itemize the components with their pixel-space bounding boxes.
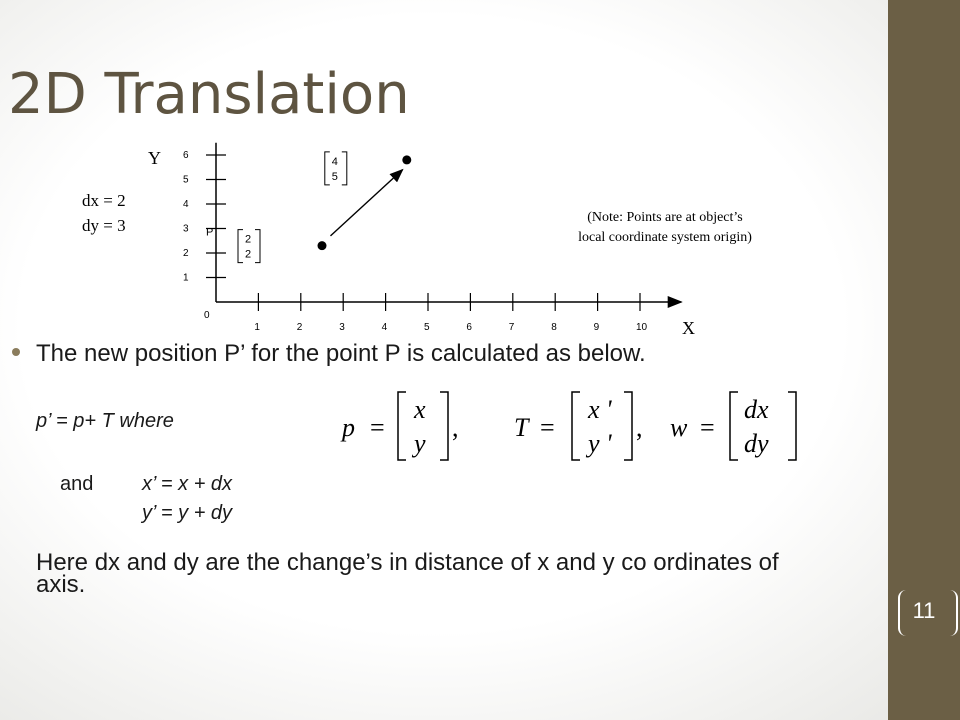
x-prime-equation: x’ = x + dx [142, 473, 233, 495]
dy-label: dy = 3 [82, 216, 126, 235]
translation-arrow [330, 170, 402, 236]
matrix-definitions [336, 388, 806, 464]
y-tick-label: 1 [183, 272, 189, 284]
x-tick-label: 8 [551, 322, 557, 333]
y-tick-label: 6 [183, 150, 189, 161]
x-tick-label: 3 [339, 322, 345, 333]
matrix-t-equals: = [540, 413, 555, 442]
x-tick-label: 6 [466, 322, 472, 333]
vector-top: 4 [331, 155, 338, 168]
matrix-t-top: x ' [588, 395, 612, 424]
vector-top: 2 [245, 233, 252, 246]
matrix-w-top: dx [744, 395, 769, 424]
matrix-w-name: w [670, 413, 688, 442]
point-2 [402, 155, 411, 164]
vector-bottom: 5 [331, 170, 338, 183]
matrix-w-equals: = [700, 413, 715, 442]
bullet-marker [12, 348, 20, 356]
note-text [540, 208, 790, 248]
x-tick-label: 2 [296, 322, 303, 333]
y-prime-equation: y’ = y + dy [142, 502, 233, 524]
dx-label: dx = 2 [82, 191, 126, 210]
matrix-w-bottom: dy [744, 429, 769, 458]
vector-bracket-left [238, 230, 243, 263]
y-tick-label: 3 [183, 223, 189, 235]
x-tick-label: 10 [636, 322, 648, 333]
translation-chart [0, 0, 888, 345]
translation-equation: p’ = p+ T where [36, 410, 174, 432]
matrix-p-bottom: y [414, 429, 426, 458]
note-line-2: local coordinate system origin) [578, 230, 752, 245]
matrix-p-comma: , [452, 413, 459, 442]
matrix-p-top: x [414, 395, 426, 424]
vector-bottom: 2 [245, 248, 252, 261]
x-tick-label: 1 [254, 322, 260, 333]
matrix-t-name: T [514, 413, 529, 442]
matrix-p-name: p [342, 413, 355, 442]
vector-bracket-right [255, 230, 260, 263]
slide-title: 2D Translation [8, 62, 410, 127]
bullet-text: The new position P’ for the point P is calculated as below. [36, 340, 646, 367]
x-tick-label: 5 [424, 322, 430, 333]
vector-bracket-left [325, 152, 330, 185]
origin-label: 0 [204, 310, 210, 321]
x-axis-label: X [682, 318, 695, 338]
point-1 [318, 241, 327, 250]
x-tick-label: 7 [508, 322, 515, 333]
matrix-t-comma: , [636, 413, 643, 442]
vector-bracket-right [342, 152, 347, 185]
y-axis-label: Y [148, 148, 161, 168]
matrix-p-equals: = [370, 413, 385, 442]
and-label: and [60, 473, 94, 495]
note-line-1: (Note: Points are at object’s [587, 210, 743, 225]
y-tick-label: 2 [183, 248, 189, 259]
point-label: P [206, 226, 214, 239]
matrix-t-bottom: y ' [588, 429, 612, 458]
explanation-paragraph: Here dx and dy are the change’s in distance of x and y co ordinates of axis. [36, 549, 779, 598]
x-tick-label: 9 [593, 322, 600, 333]
x-tick-label: 4 [381, 322, 388, 333]
y-tick-label: 4 [183, 199, 189, 210]
slide-number: 11 [912, 598, 936, 623]
y-tick-label: 5 [183, 174, 189, 186]
